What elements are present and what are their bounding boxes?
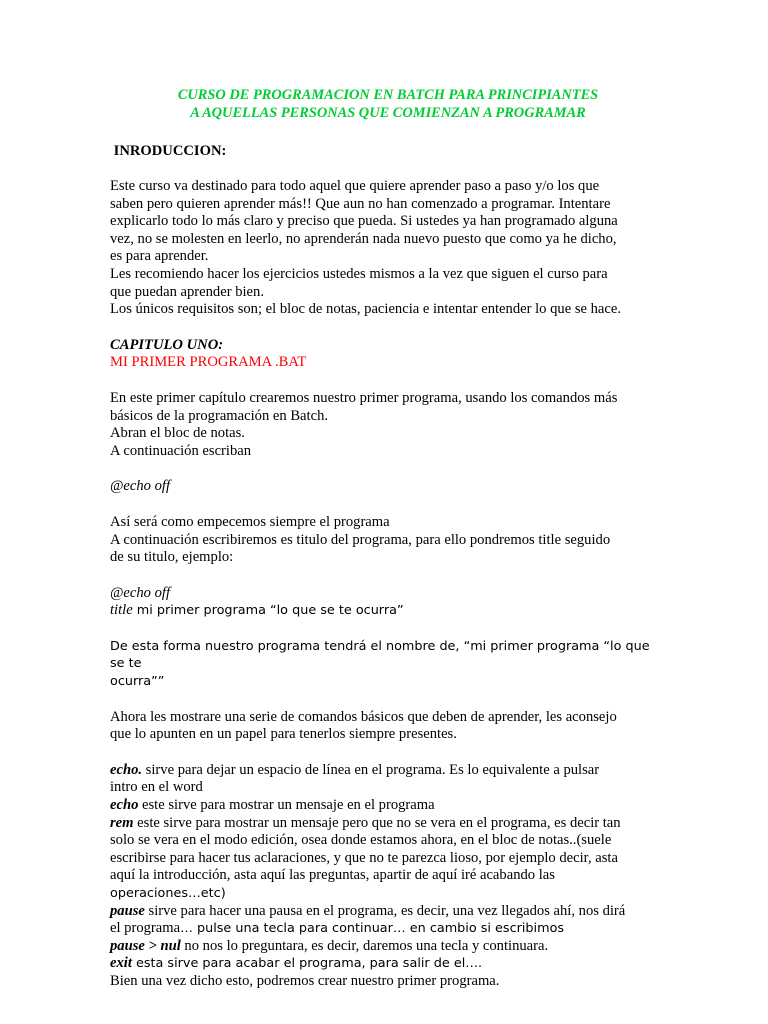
chapter-paragraph-2 xyxy=(110,514,666,567)
text-line: que puedan aprender bien. xyxy=(110,283,264,300)
closing-line: Bien una vez dicho esto, podremos crear nuestro primer programa. xyxy=(110,972,500,989)
text-line: Ahora les mostrare una serie de comandos básicos que deben de aprender, les aconsejo xyxy=(110,708,617,725)
text-line: En este primer capítulo crearemos nuestro primer programa, usando los comandos más xyxy=(110,389,618,406)
text-line: saben pero quieren aprender más!! Que aun no han comenzado a programar. Intentare xyxy=(110,195,611,212)
text-line: A continuación escriban xyxy=(110,442,252,459)
code-line xyxy=(110,602,666,620)
code-keyword: title xyxy=(110,602,133,619)
command-exit: exit esta sirve para acabar el programa, para salir de el…. xyxy=(110,955,483,972)
text-line: que lo apunten en un papel para tenerlos siempre presentes. xyxy=(110,726,457,743)
text-line: es para aprender. xyxy=(110,248,209,265)
text-line: intro en el word xyxy=(110,779,203,796)
text-line: Así será como empecemos siempre el programa xyxy=(110,513,390,530)
code-example-2 xyxy=(110,585,666,620)
command-echo: echo este sirve para mostrar un mensaje en el programa xyxy=(110,797,435,814)
command-echo-dot: echo. sirve para dejar un espacio de línea en el programa. Es lo equivalente a pulsar xyxy=(110,761,600,778)
command-rem: rem este sirve para mostrar un mensaje pero que no se vera en el programa, es decir tan xyxy=(110,814,621,831)
code-echo-off: @echo off xyxy=(110,478,171,495)
commands-list xyxy=(110,762,666,991)
text-line: aquí la introducción, asta aquí las preguntas, apartir de aquí iré acabando las xyxy=(110,867,555,884)
title-line-2: A AQUELLAS PERSONAS QUE COMIENZAN A PROGRAMAR xyxy=(190,105,586,121)
document-page xyxy=(110,86,666,991)
command-pause: pause sirve para hacer una pausa en el programa, es decir, una vez llegados ahí, nos dirá xyxy=(110,902,626,919)
text-line: explicarlo todo lo más claro y preciso que pueda. Si ustedes ya han programado alguna xyxy=(110,213,618,230)
chapter-paragraph-1 xyxy=(110,390,666,460)
code-text: mi primer programa “lo que se te ocurra” xyxy=(132,603,404,619)
text-line: Los únicos requisitos son; el bloc de notas, paciencia e intentar entender lo que se hace. xyxy=(110,301,622,318)
text-line: escribirse para hacer tus aclaraciones, y que no te parezca lioso, por ejemplo decir, asta xyxy=(110,849,618,866)
code-line: @echo off xyxy=(110,584,171,601)
chapter-paragraph-3 xyxy=(110,638,666,691)
text-line: De esta forma nuestro programa tendrá el nombre de, “mi primer programa “lo que se te xyxy=(110,638,650,672)
title-line-1: CURSO DE PROGRAMACION EN BATCH PARA PRINCIPIANTES xyxy=(177,87,599,103)
text-line: ocurra”” xyxy=(110,674,165,690)
intro-paragraph xyxy=(110,178,666,319)
chapter-heading: CAPITULO UNO: xyxy=(110,336,224,353)
text-line: Abran el bloc de notas. xyxy=(110,425,245,442)
chapter-subheading: MI PRIMER PROGRAMA .BAT xyxy=(110,354,307,371)
text-line: básicos de la programación en Batch. xyxy=(110,407,329,424)
text-line: de su titulo, ejemplo: xyxy=(110,549,234,566)
text-line: el programa… pulse una tecla para continuar… en cambio si escribimos xyxy=(110,920,565,937)
text-line: vez, no se molesten en leerlo, no aprenderán nada nuevo puesto que como ya he dicho, xyxy=(110,230,617,247)
text-line: operaciones…etc) xyxy=(110,886,226,901)
text-line: A continuación escribiremos es titulo del programa, para ello pondremos title seguido xyxy=(110,531,611,548)
text-line: solo se vera en el modo edición, osea donde estamos ahora, en el bloc de notas..(suele xyxy=(110,832,612,849)
text-line: Este curso va destinado para todo aquel que quiere aprender paso a paso y/o los que xyxy=(110,178,600,194)
command-pause-nul: pause > nul no nos lo preguntara, es decir, daremos una tecla y continuara. xyxy=(110,937,549,954)
chapter-paragraph-4 xyxy=(110,709,666,744)
intro-heading: INRODUCCION: xyxy=(113,143,227,159)
document-title xyxy=(50,86,726,122)
text-line: Les recomiendo hacer los ejercicios ustedes mismos a la vez que siguen el curso para xyxy=(110,265,608,282)
